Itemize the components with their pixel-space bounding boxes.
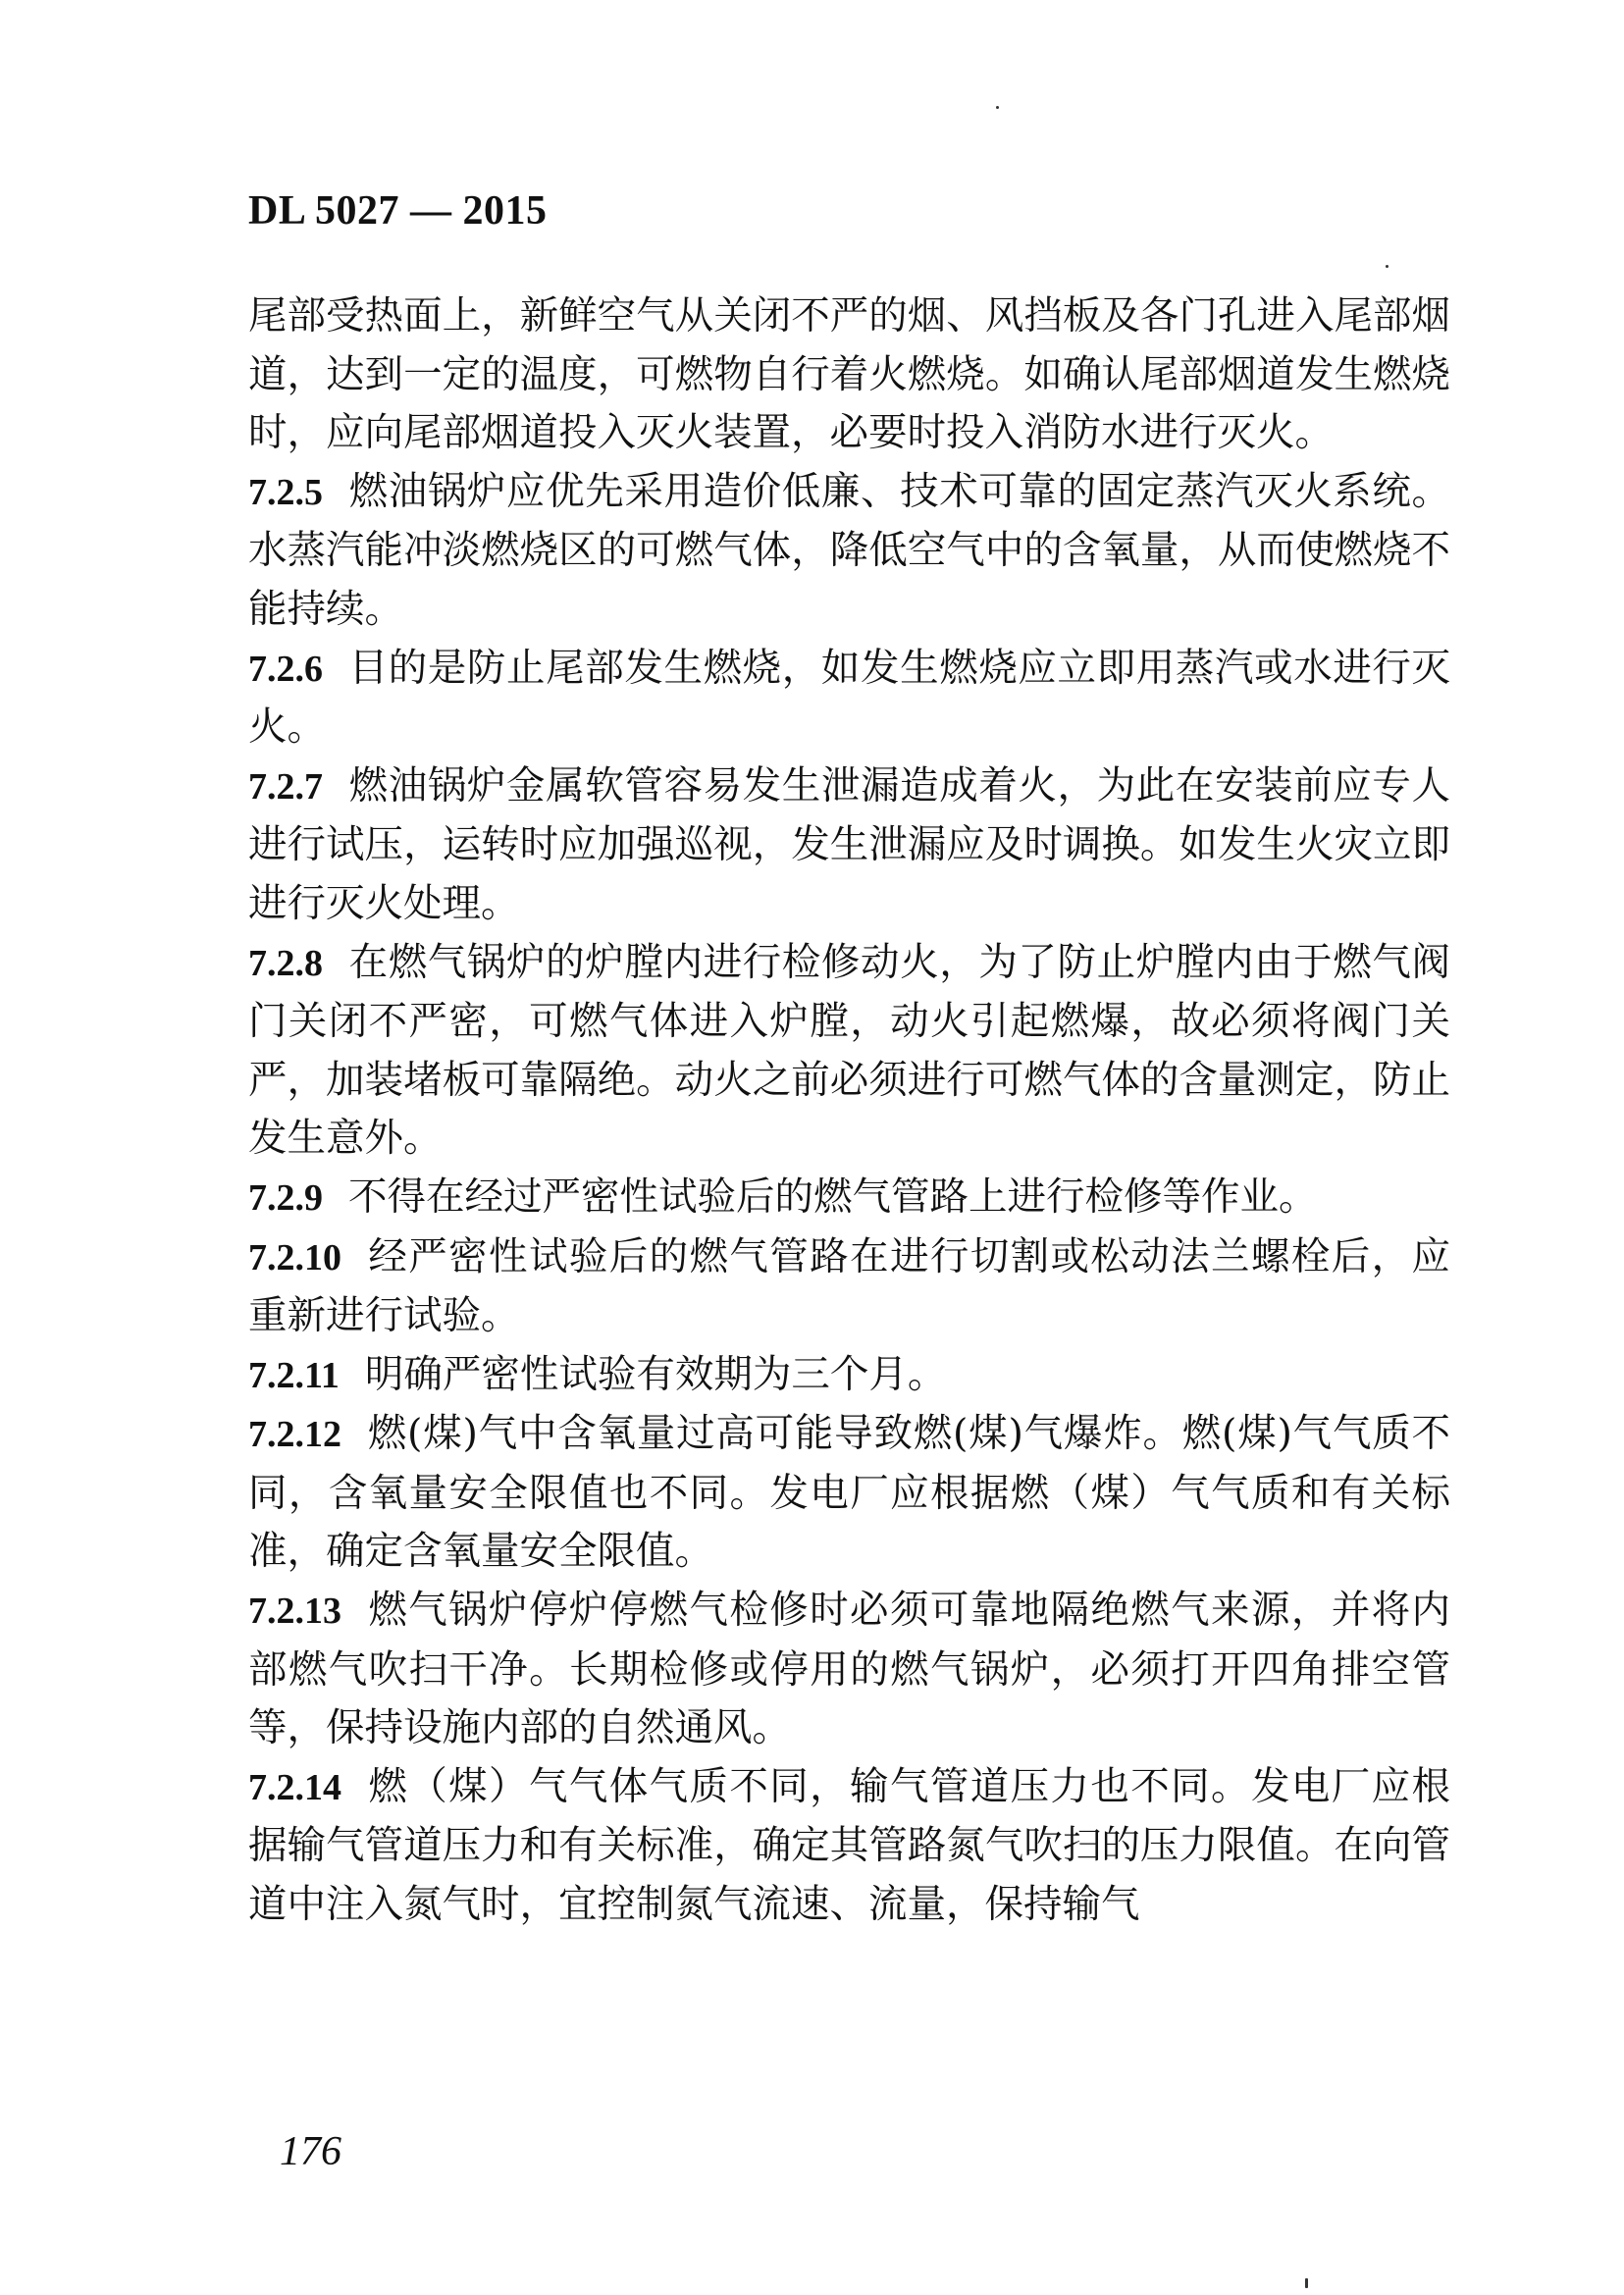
clause-text: 明确严密性试验有效期为三个月。 — [364, 1351, 947, 1397]
clause-7-2-10 — [248, 1228, 1450, 1346]
clause-7-2-7 — [248, 757, 1450, 934]
clause-text: 燃气锅炉停炉停燃气检修时必须可靠地隔绝燃气来源，并将内部燃气吹扫干净。长期检修或停用的燃气锅炉，必须打开四角排空管等，保持设施内部的自然通风。 — [248, 1588, 1450, 1751]
clause-text: 燃(煤)气中含氧量过高可能导致燃(煤)气爆炸。燃(煤)气气质不同，含氧量安全限值也不同。发电厂应根据燃（煤）气气质和有关标准，确定含氧量安全限值。 — [248, 1411, 1450, 1575]
clause-number: 7.2.14 — [248, 1766, 341, 1808]
clause-text: 目的是防止尾部发生燃烧，如发生燃烧应立即用蒸汽或水进行灭火。 — [248, 645, 1450, 751]
clause-7-2-8 — [248, 934, 1450, 1169]
clause-number: 7.2.5 — [248, 471, 323, 513]
scan-speck — [996, 106, 999, 109]
clause-7-2-5 — [248, 463, 1450, 640]
clause-7-2-12 — [248, 1405, 1450, 1582]
clause-number: 7.2.9 — [248, 1176, 323, 1219]
clause-7-2-14 — [248, 1758, 1450, 1935]
clause-text: 燃（煤）气气体气质不同，输气管道压力也不同。发电厂应根据输气管道压力和有关标准，确定其管路氮气吹扫的压力限值。在向管道中注入氮气时，宜控制氮气流速、流量，保持输气 — [248, 1763, 1450, 1928]
clause-7-2-11 — [248, 1346, 1450, 1406]
clause-text: 在燃气锅炉的炉膛内进行检修动火，为了防止炉膛内由于燃气阀门关闭不严密，可燃气体进入炉膛，动火引起燃爆，故必须将阀门关严，加装堵板可靠隔绝。动火之前必须进行可燃气体的含量测定，防止发生意外。 — [248, 939, 1450, 1162]
paragraph-continued — [248, 287, 1450, 463]
clause-number: 7.2.11 — [248, 1354, 340, 1396]
clause-number: 7.2.8 — [248, 942, 323, 984]
clause-text: 不得在经过严密性试验后的燃气管路上进行检修等作业。 — [348, 1174, 1318, 1220]
clause-number: 7.2.12 — [248, 1414, 341, 1456]
clause-text: 燃油锅炉金属软管容易发生泄漏造成着火，为此在安装前应专人进行试压，运转时应加强巡视，发生泄漏应及时调换。如发生火灾立即进行灭火处理。 — [248, 762, 1450, 926]
scan-speck — [1305, 2278, 1308, 2288]
clause-number: 7.2.10 — [248, 1236, 341, 1278]
clause-number: 7.2.13 — [248, 1591, 341, 1633]
clause-number: 7.2.7 — [248, 765, 323, 808]
clause-7-2-13 — [248, 1582, 1450, 1758]
clause-number: 7.2.6 — [248, 648, 323, 690]
scan-speck — [1386, 265, 1388, 268]
paragraph-text: 尾部受热面上，新鲜空气从关闭不严的烟、风挡板及各门孔进入尾部烟道，达到一定的温度，可燃物自行着火燃烧。如确认尾部烟道发生燃烧时，应向尾部烟道投入灭火装置，必要时投入消防水进行灭火。 — [248, 293, 1450, 456]
clause-text: 经严密性试验后的燃气管路在进行切割或松动法兰螺栓后，应重新进行试验。 — [248, 1233, 1450, 1339]
page-number: 176 — [280, 2129, 341, 2174]
clause-text: 燃油锅炉应优先采用造价低廉、技术可靠的固定蒸汽灭火系统。水蒸汽能冲淡燃烧区的可燃气体，降低空气中的含氧量，从而使燃烧不能持续。 — [248, 468, 1450, 632]
clause-7-2-6 — [248, 640, 1450, 757]
body-text — [248, 287, 1450, 1935]
clause-7-2-9 — [248, 1169, 1450, 1228]
standard-code-header: DL 5027 — 2015 — [248, 188, 548, 234]
